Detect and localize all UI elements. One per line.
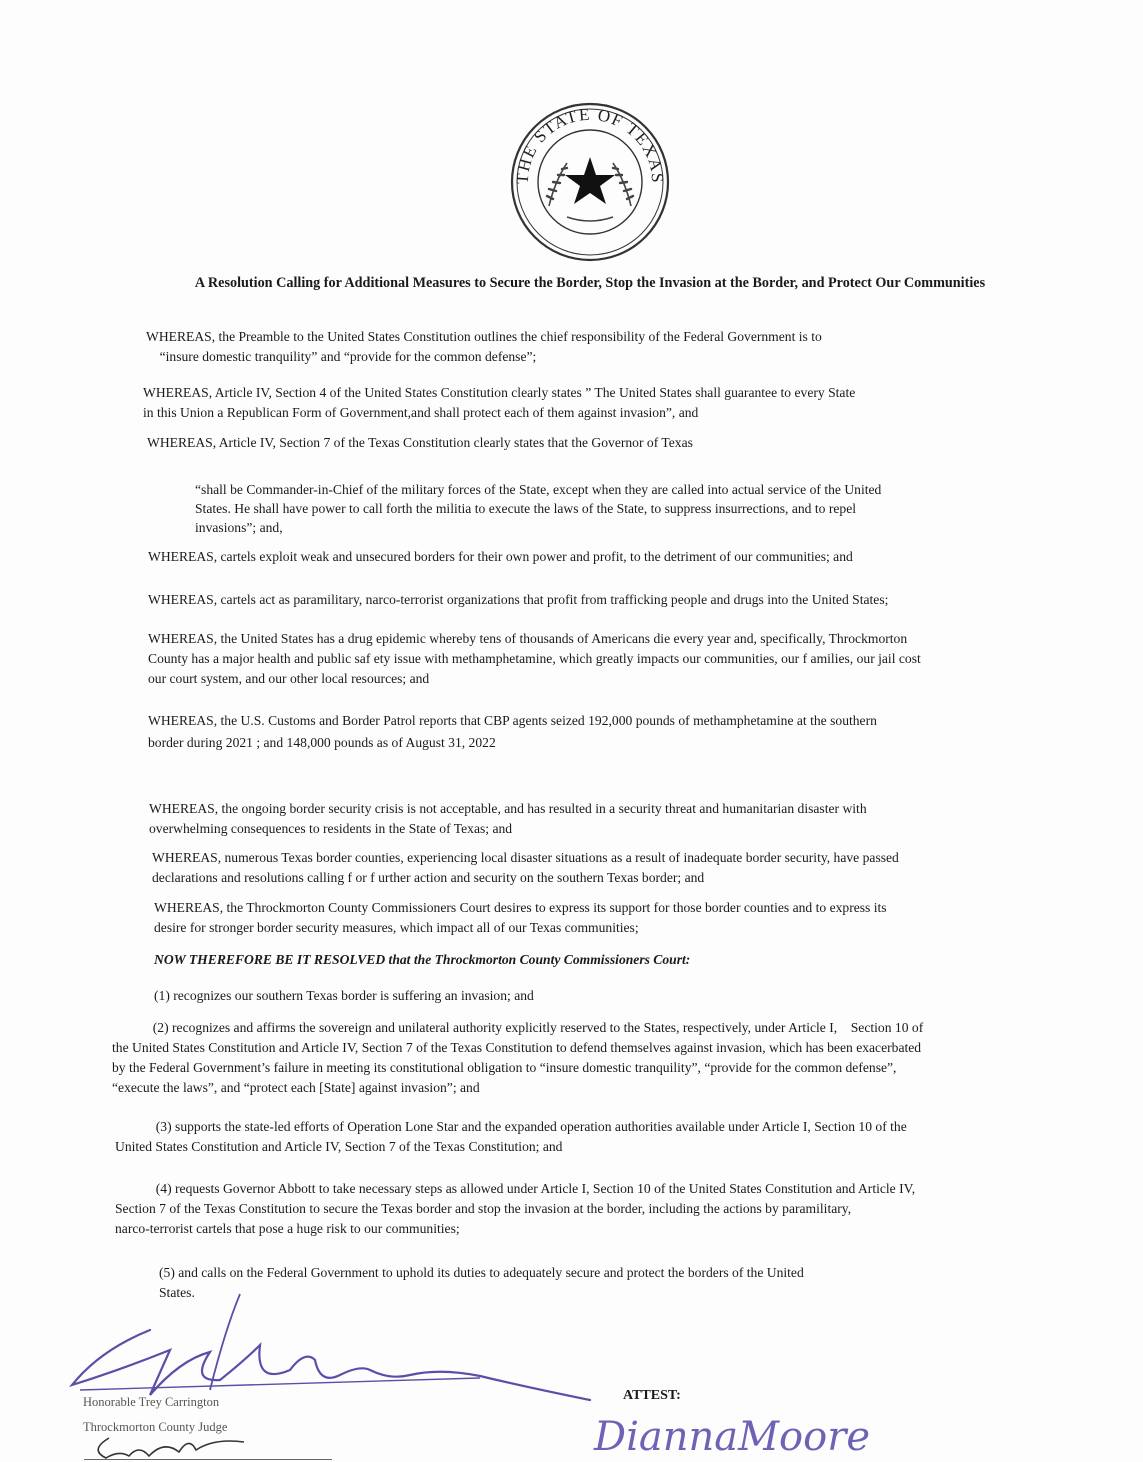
- constitution-quote: “shall be Commander-in-Chief of the military forces of the State, except when they are called into actual service of the United States. He shall have power to call forth the militia to execute the laws of the State, to suppress insurrections, and to repel invasions”; and,: [195, 482, 882, 535]
- seal-text: THE STATE OF TEXAS: [512, 104, 668, 185]
- now-therefore-resolved: NOW THEREFORE BE IT RESOLVED that the Throckmorton County Commissioners Court:: [154, 952, 691, 967]
- resolution-item-5: (5) and calls on the Federal Government to uphold its duties to adequately secure and protect the borders of the United States.: [159, 1265, 804, 1300]
- whereas-cartels-exploit: WHEREAS, cartels exploit weak and unsecured borders for their own power and profit, to the detriment of our communities; and: [148, 549, 853, 564]
- whereas-border-crisis: WHEREAS, the ongoing border security crisis is not acceptable, and has resulted in a security threat and humanitarian disaster with overwhelming consequences to residents in the State of Texas; and: [149, 801, 867, 836]
- resolution-item-2: (2) recognizes and affirms the sovereign and unilateral authority explicitly reserved to the States, respectively, under Article I, Section 10 of the United States Constitution and Article IV, Section 7 of the Texas Constitution to defend themselves against invasion, which has been exacerbated by the Federal Government’s failure in meeting its constitutional obligation to “insure domestic tranquility”, “provide for the common defense”, “execute the laws”, and “protect each [State] against invasion”; and: [112, 1020, 924, 1095]
- whereas-cartels-paramilitary: WHEREAS, cartels act as paramilitary, narco-terrorist organizations that profit from trafficking people and drugs into the United States;: [148, 592, 889, 607]
- svg-text:DiannaMoore: DiannaMoore: [594, 1414, 870, 1460]
- signature-line: [84, 1459, 332, 1460]
- resolution-title: A Resolution Calling for Additional Measures to Secure the Border, Stop the Invasion at the Border, and Protect Our Communities: [194, 275, 986, 291]
- whereas-article-iv-section-4: WHEREAS, Article IV, Section 4 of the United States Constitution clearly states ” The United States shall guarantee to every State in this Union a Republican Form of Government,and shall protect each of them against invasion”, and: [143, 385, 856, 420]
- texas-state-seal: [509, 101, 671, 263]
- resolution-item-3: (3) supports the state-led efforts of Operation Lone Star and the expanded operation authorities available under Article I, Section 10 of the United States Constitution and Article IV, Section 7 of the Texas Constitution; and: [115, 1119, 907, 1154]
- star-icon: [565, 157, 615, 204]
- whereas-border-counties: WHEREAS, numerous Texas border counties, experiencing local disaster situations as a result of inadequate border security, have passed declarations and resolutions calling f or f urther action and security on the southern Texas border; and: [152, 850, 899, 885]
- whereas-cbp-seizures: WHEREAS, the U.S. Customs and Border Patrol reports that CBP agents seized 192,000 pounds of methamphetamine at the southern border during 2021 ; and 148,000 pounds as of August 31, 2022: [148, 713, 877, 750]
- second-signature: [84, 1432, 254, 1462]
- judge-name: Honorable Trey Carrington: [83, 1395, 220, 1409]
- clerk-signature: [590, 1404, 870, 1462]
- attest-label: ATTEST:: [623, 1388, 681, 1403]
- whereas-article-iv-section-7: WHEREAS, Article IV, Section 7 of the Texas Constitution clearly states that the Governor of Texas: [147, 435, 693, 450]
- resolution-item-1: (1) recognizes our southern Texas border is suffering an invasion; and: [154, 988, 534, 1003]
- judge-title: Throckmorton County Judge: [83, 1420, 228, 1434]
- resolution-item-4: (4) requests Governor Abbott to take necessary steps as allowed under Article I, Section 10 of the United States Constitution and Article IV, Section 7 of the Texas Constitution to secure the Texas border and stop the invasion at the border, including the actions by paramilitary, narco-terrorist cartels that pose a huge risk to our communities;: [115, 1181, 916, 1236]
- whereas-drug-epidemic: WHEREAS, the United States has a drug epidemic whereby tens of thousands of Americans die every year and, specifically, Throckmorton County has a major health and public saf ety issue with methamphetamine, which greatly impacts our communities, our f amilies, our jail cost our court system, and our other local resources; and: [148, 631, 921, 686]
- whereas-commissioners-court: WHEREAS, the Throckmorton County Commissioners Court desires to express its support for those border counties and to express its desire for stronger border security measures, which impact all of our Texas communities;: [154, 900, 887, 935]
- whereas-preamble: WHEREAS, the Preamble to the United States Constitution outlines the chief responsibility of the Federal Government is to “insure domestic tranquility” and “provide for the common defense”;: [146, 329, 822, 364]
